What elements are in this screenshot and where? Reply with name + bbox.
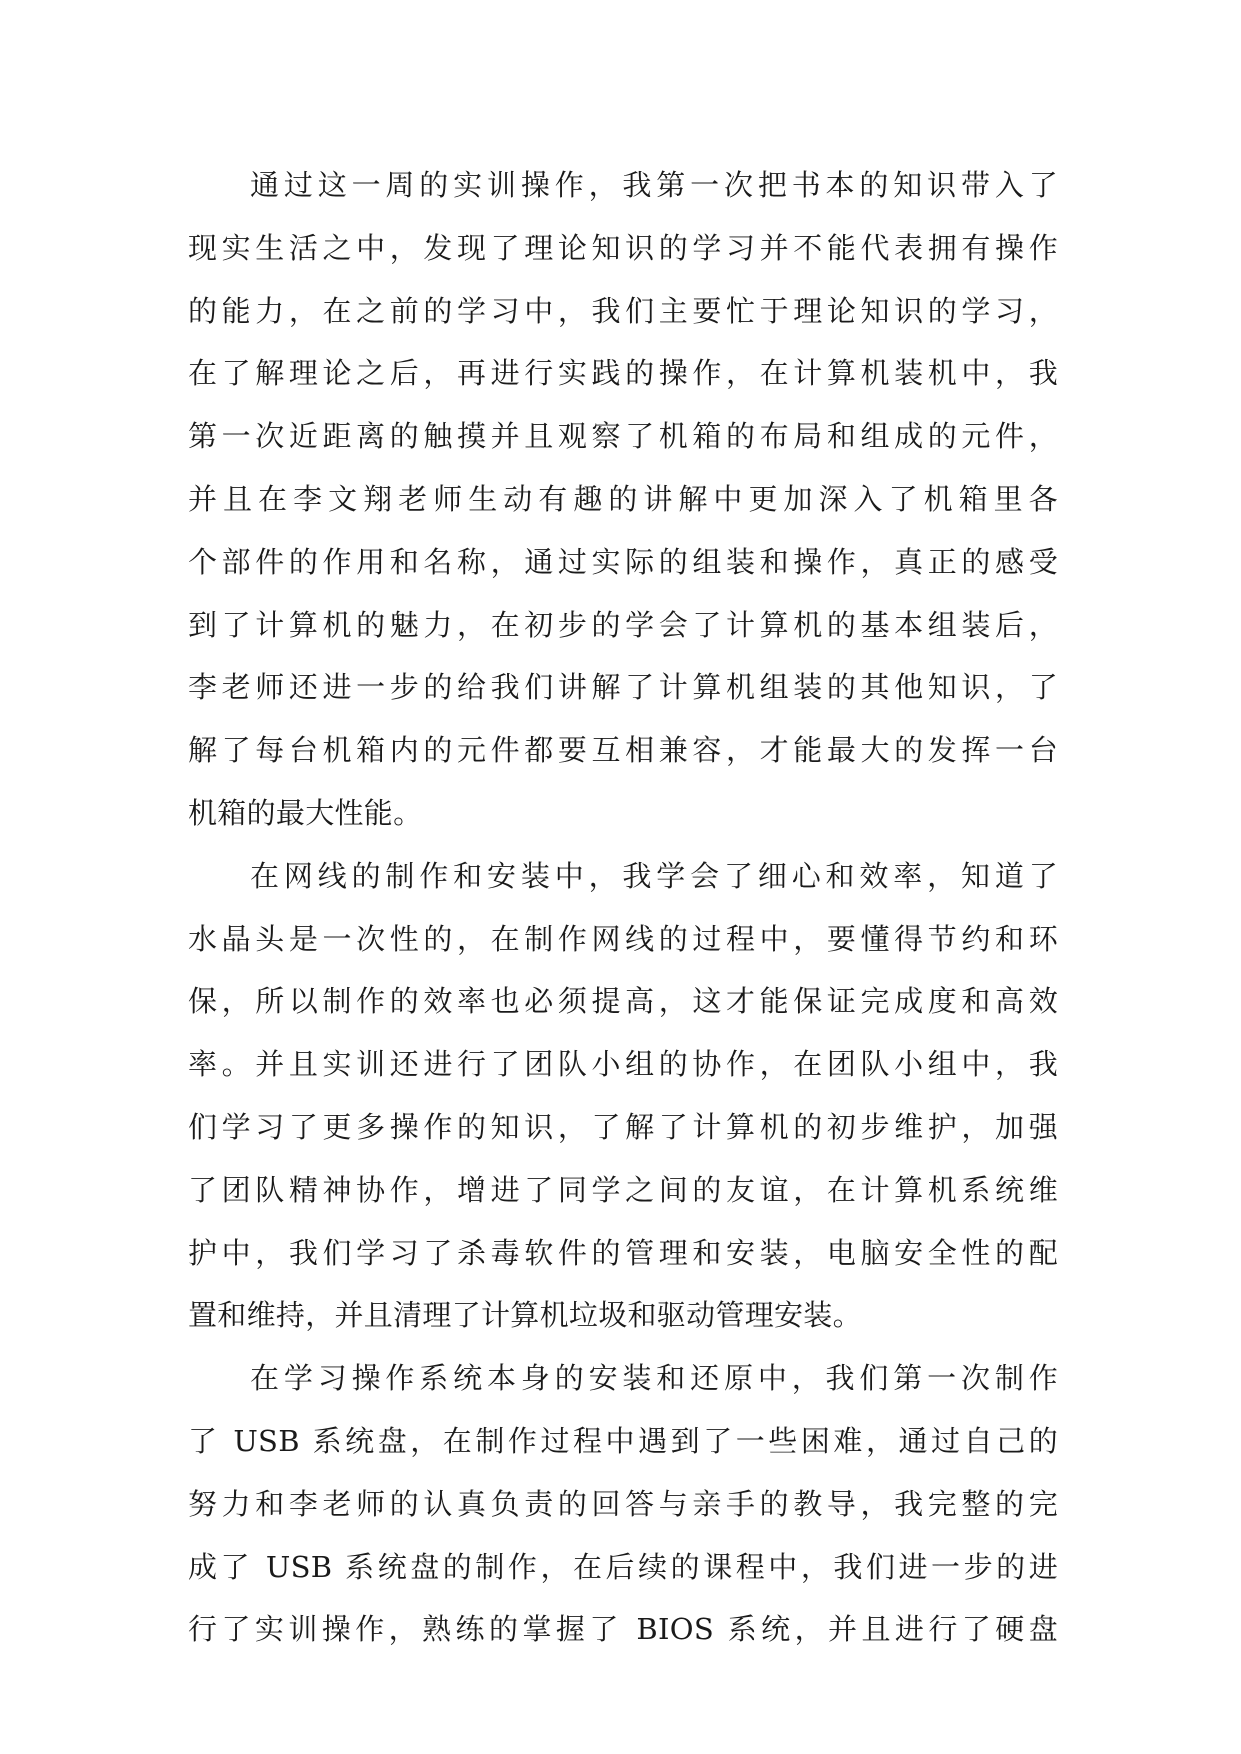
paragraph-2-line-6: 了团队精神协作，增进了同学之间的友谊，在计算机系统维 [188,1172,1058,1207]
paragraph-3-line-2: 了 USB 系统盘，在制作过程中遇到了一些困难，通过自己的 [188,1423,1058,1458]
paragraph-2-line-7: 护中，我们学习了杀毒软件的管理和安装，电脑安全性的配 [188,1235,1058,1270]
paragraph-1-line-2: 现实生活之中，发现了理论知识的学习并不能代表拥有操作 [188,230,1058,265]
paragraph-3-line-5: 行了实训操作，熟练的掌握了 BIOS 系统，并且进行了硬盘 [188,1612,1058,1647]
document-body [188,154,1058,1661]
paragraph-1-line-9: 李老师还进一步的给我们讲解了计算机组装的其他知识，了 [188,670,1058,705]
paragraph-3-line-1: 在学习操作系统本身的安装和还原中，我们第一次制作 [250,1361,1058,1396]
paragraph-1-line-8: 到了计算机的魅力，在初步的学会了计算机的基本组装后， [188,607,1058,642]
paragraph-3-line-3: 努力和李老师的认真负责的回答与亲手的教导，我完整的完 [188,1486,1058,1521]
paragraph-1-line-11: 机箱的最大性能。 [188,795,423,830]
paragraph-3-line-4: 成了 USB 系统盘的制作，在后续的课程中，我们进一步的进 [188,1549,1058,1584]
paragraph-2-line-8: 置和维持，并且清理了计算机垃圾和驱动管理安装。 [188,1298,862,1333]
paragraph-2-line-5: 们学习了更多操作的知识，了解了计算机的初步维护，加强 [188,1109,1058,1144]
paragraph-1-line-7: 个部件的作用和名称，通过实际的组装和操作，真正的感受 [188,544,1058,579]
paragraph-1-line-5: 第一次近距离的触摸并且观察了机箱的布局和组成的元件， [188,419,1058,454]
paragraph-2-line-1: 在网线的制作和安装中，我学会了细心和效率，知道了 [250,858,1058,893]
paragraph-1-line-3: 的能力，在之前的学习中，我们主要忙于理论知识的学习， [188,293,1058,328]
paragraph-1-line-6: 并且在李文翔老师生动有趣的讲解中更加深入了机箱里各 [188,481,1058,516]
paragraph-1-line-4: 在了解理论之后，再进行实践的操作，在计算机装机中，我 [188,356,1058,391]
paragraph-2-line-3: 保，所以制作的效率也必须提高，这才能保证完成度和高效 [188,984,1058,1019]
paragraph-2-line-4: 率。并且实训还进行了团队小组的协作，在团队小组中，我 [188,1047,1058,1082]
paragraph-1-line-10: 解了每台机箱内的元件都要互相兼容，才能最大的发挥一台 [188,733,1058,768]
paragraph-2-line-2: 水晶头是一次性的，在制作网线的过程中，要懂得节约和环 [188,921,1058,956]
paragraph-1-line-1: 通过这一周的实训操作，我第一次把书本的知识带入了 [250,168,1058,202]
